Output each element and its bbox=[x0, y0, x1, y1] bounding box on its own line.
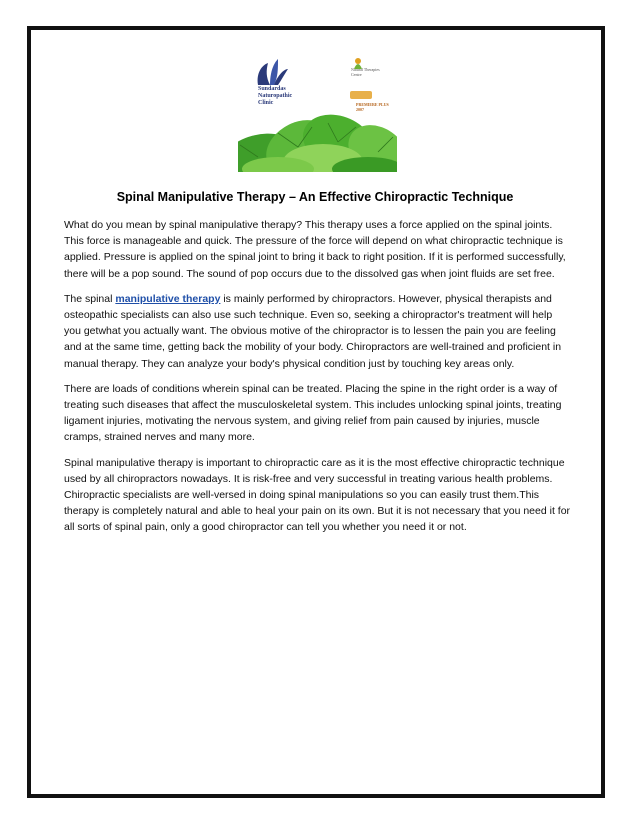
paragraph-2-rest: is mainly performed by chiropractors. However, physical therapists and osteopathic specialists can also use such technique. Even so, seeking a chiropractor's treatment will help you getwhat you actually want. The obvious motive of the chiropractor is to lessen the pain you are feeling and at the same time, getting back the mobility of your body. Chiropractors are well-trained and proficient in manual therapy. They can analyze your body's physical condition just by touching key areas only. bbox=[64, 292, 562, 370]
partner-logo-1-text: Natural Therapies Centre bbox=[351, 67, 380, 77]
clinic-name: Sundardas Naturopathic Clinic bbox=[258, 86, 293, 106]
partner-logo-2-text: PREMIERE PLUS 2007 bbox=[356, 102, 389, 112]
article-body bbox=[64, 217, 572, 545]
clinic-banner-image bbox=[238, 47, 397, 172]
paragraph-2 bbox=[64, 291, 572, 372]
paragraph-4: Spinal manipulative therapy is important to chiropractic care as it is the most effective chiropractic technique used by all chiropractors nowadays. It is risk-free and very successful in treating various health problems. Chiropractic specialists are well-versed in doing spinal manipulations so you can easily trust them.This therapy is completely natural and able to heal your pain on its own. But it is not necessary that you need it for all sorts of spinal pain, only a good chiropractor can tell you whether you need it or not. bbox=[64, 456, 571, 534]
manipulative-therapy-link[interactable]: manipulative therapy bbox=[115, 292, 221, 305]
document-title: Spinal Manipulative Therapy – An Effective Chiropractic Technique bbox=[116, 190, 514, 204]
paragraph-1: What do you mean by spinal manipulative therapy? This therapy uses a force applied on the spinal joints. This force is manageable and quick. The pressure of the force will depend on what chiropractic technique is applied. Pressure is applied on the spinal joint to bring it back to right position. If it is performed successfully, there will be a pop sound. The sound of pop occurs due to the dissolved gas when joint fluids are set free. bbox=[64, 219, 566, 280]
paragraph-3: There are loads of conditions wherein spinal can be treated. Placing the spine in the right order is a way of treating such diseases that affect the musculoskeletal system. This includes unlocking spinal joints, treating ligament injuries, motivating the nervous system, and giving relief from pain caused by injuries, muscle cramps, strained nerves and many more. bbox=[64, 382, 562, 444]
paragraph-2-lead: The spinal bbox=[64, 292, 116, 305]
